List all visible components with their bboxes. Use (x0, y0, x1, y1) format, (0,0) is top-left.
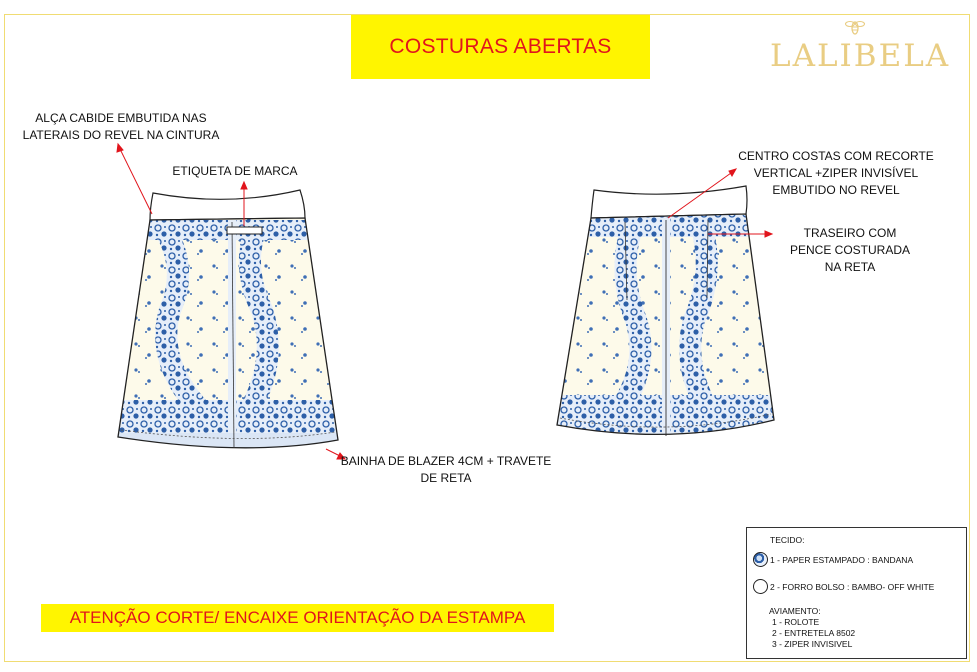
brand-label (227, 227, 262, 234)
front-waistband (150, 190, 305, 220)
tecido-item: 1 - PAPER ESTAMPADO : BANDANA (753, 552, 913, 567)
warning-banner (41, 604, 554, 632)
annotation-centro-costas: CENTRO COSTAS COM RECORTE VERTICAL +ZIPER INVISÍVEL EMBUTIDO NO REVEL (738, 149, 934, 197)
plain-swatch-icon (753, 579, 768, 594)
brand-name: LALIBELA (770, 38, 951, 74)
aviamento-header: AVIAMENTO: (769, 606, 821, 616)
annotation-traseiro: TRASEIRO COM PENCE COSTURADA NA RETA (789, 226, 911, 274)
page-title: COSTURAS ABERTAS (389, 35, 612, 58)
pattern-swatch-icon (753, 552, 768, 567)
annotation-bainha: BAINHA DE BLAZER 4CM + TRAVETE DE RETA (340, 454, 552, 485)
annotation-etiqueta: ETIQUETA DE MARCA (172, 164, 298, 178)
back-skirt (550, 186, 780, 448)
aviamento-item: 2 - ENTRETELA 8502 (772, 628, 856, 638)
tecido-item: 2 - FORRO BOLSO : BAMBO- OFF WHITE (753, 579, 934, 594)
aviamento-item: 3 - ZIPER INVISIVEL (772, 639, 853, 649)
warning-text: ATENÇÃO CORTE/ ENCAIXE ORIENTAÇÃO DA ESTAMPA (69, 608, 526, 627)
back-waistband (591, 186, 747, 218)
aviamento-item: 1 - ROLOTE (772, 617, 820, 627)
annotation-alca-cabide: ALÇA CABIDE EMBUTIDA NAS LATERAIS DO REVEL NA CINTURA (22, 111, 220, 142)
materials-legend (746, 527, 967, 659)
tecido-header: TECIDO: (770, 535, 805, 545)
front-skirt (110, 190, 350, 453)
